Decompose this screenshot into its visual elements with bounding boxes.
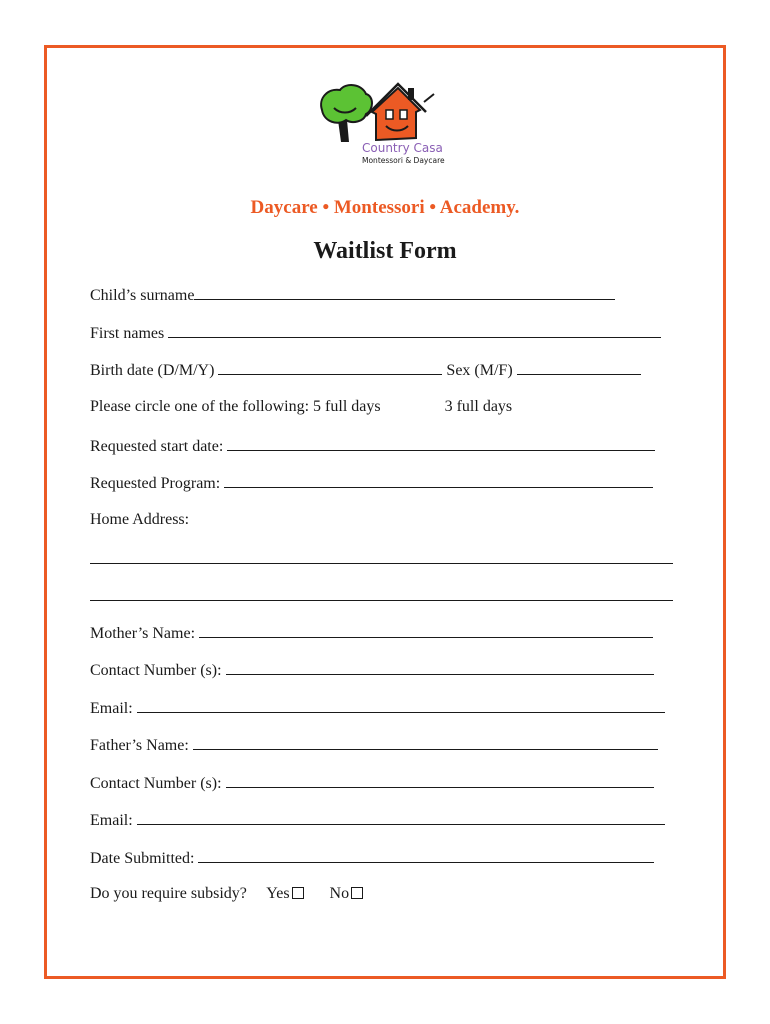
child-surname-row — [90, 284, 615, 306]
program-field[interactable] — [224, 472, 653, 488]
tagline: Daycare • Montessori • Academy. — [250, 197, 520, 218]
father-email-row — [90, 809, 665, 831]
father-contact-row — [90, 772, 654, 794]
subsidy-row — [90, 884, 363, 904]
start-date-field[interactable] — [227, 435, 655, 451]
logo-graphic-icon — [316, 80, 446, 166]
option-5-days[interactable]: 5 full days — [313, 398, 381, 415]
birth-date-label: Birth date (D/M/Y) — [90, 362, 215, 379]
home-address-label: Home Address: — [90, 511, 190, 528]
start-date-row — [90, 435, 655, 457]
days-row — [90, 397, 512, 417]
first-names-row — [90, 322, 661, 344]
mother-name-row — [90, 622, 653, 644]
father-email-label: Email: — [90, 812, 133, 829]
child-surname-field[interactable] — [194, 284, 615, 300]
mother-contact-field[interactable] — [226, 659, 654, 675]
program-row — [90, 472, 653, 494]
mother-contact-row — [90, 659, 654, 681]
father-contact-label: Contact Number (s): — [90, 775, 222, 792]
circle-prompt-label: Please circle one of the following: — [90, 398, 310, 415]
program-label: Requested Program: — [90, 475, 221, 492]
mother-contact-label: Contact Number (s): — [90, 662, 222, 679]
father-name-row — [90, 734, 658, 756]
mother-name-field[interactable] — [199, 622, 653, 638]
father-contact-field[interactable] — [226, 772, 654, 788]
mother-email-row — [90, 697, 665, 719]
father-name-label: Father’s Name: — [90, 737, 189, 754]
subsidy-no-label: No — [329, 885, 350, 902]
address-line-2-field[interactable] — [90, 585, 673, 601]
child-surname-label: Child’s surname — [90, 287, 195, 304]
first-names-label: First names — [90, 325, 165, 342]
subsidy-no-checkbox[interactable] — [351, 887, 363, 899]
date-submitted-label: Date Submitted: — [90, 850, 195, 867]
mother-email-label: Email: — [90, 700, 133, 717]
sex-label: Sex (M/F) — [446, 362, 513, 379]
first-names-field[interactable] — [168, 322, 661, 338]
mother-name-label: Mother’s Name: — [90, 625, 196, 642]
form-title: Waitlist Form — [313, 238, 457, 264]
birth-sex-row — [90, 359, 641, 381]
subsidy-yes-checkbox[interactable] — [292, 887, 304, 899]
address-line-2-row — [90, 585, 673, 607]
subsidy-prompt-label: Do you require subsidy? — [90, 885, 247, 902]
father-email-field[interactable] — [137, 809, 665, 825]
address-line-1-row — [90, 548, 673, 570]
sex-field[interactable] — [517, 359, 641, 375]
subsidy-yes-label: Yes — [266, 885, 290, 902]
logo-sub-text: Montessori & Daycare — [362, 156, 445, 165]
date-submitted-field[interactable] — [198, 847, 654, 863]
mother-email-field[interactable] — [137, 697, 665, 713]
father-name-field[interactable] — [193, 734, 658, 750]
address-line-1-field[interactable] — [90, 548, 673, 564]
logo-brand-text: Country Casa — [362, 141, 443, 155]
date-submitted-row — [90, 847, 654, 869]
option-3-days[interactable]: 3 full days — [444, 398, 513, 415]
home-address-row — [90, 510, 189, 530]
start-date-label: Requested start date: — [90, 438, 224, 455]
country-casa-logo — [316, 80, 446, 166]
birth-date-field[interactable] — [218, 359, 442, 375]
